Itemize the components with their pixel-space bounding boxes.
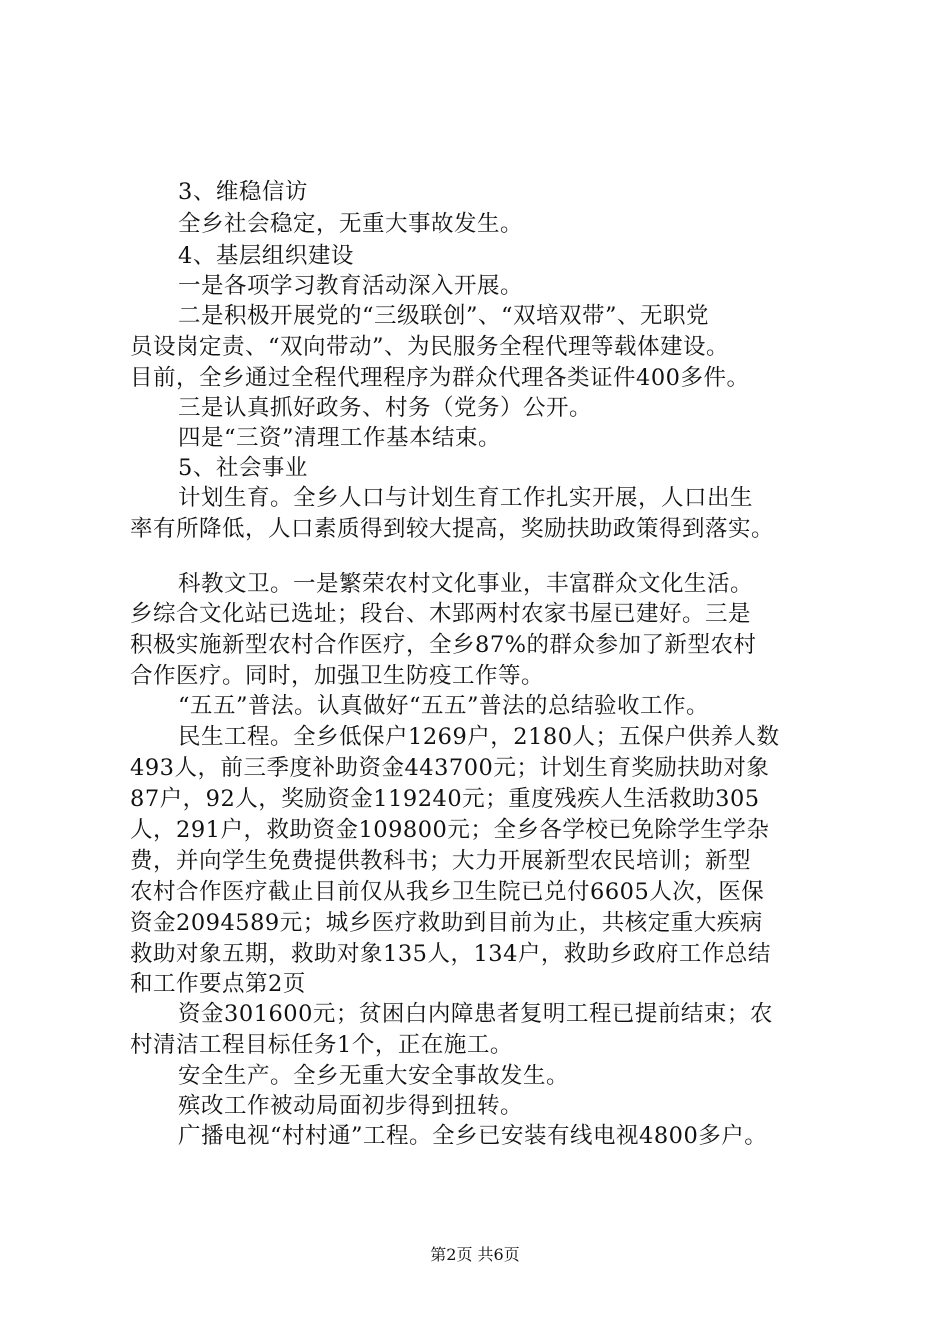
paragraph-line: 农村合作医疗截止目前仅从我乡卫生院已兑付6605人次，医保 [130,879,765,905]
paragraph-line: 救助对象五期，救助对象135人，134户，救助乡政府工作总结 [130,941,771,967]
section-heading-3: 3、维稳信访 [178,179,308,205]
paragraph-line: “五五”普法。认真做好“五五”普法的总结验收工作。 [178,693,710,719]
paragraph-line: 率有所降低，人口素质得到较大提高，奖励扶助政策得到落实。 [130,516,775,542]
paragraph-line: 493人，前三季度补助资金443700元；计划生育奖励扶助对象 [130,755,770,781]
paragraph-line: 广播电视“村村通”工程。全乡已安装有线电视4800多户。 [178,1123,768,1149]
paragraph-line: 三是认真抓好政务、村务（党务）公开。 [178,395,593,421]
paragraph-line: 科教文卫。一是繁荣农村文化事业，丰富群众文化生活。 [178,571,754,597]
paragraph-line: 一是各项学习教育活动深入开展。 [178,273,524,299]
paragraph-line: 全乡社会稳定，无重大事故发生。 [178,211,524,237]
paragraph-line: 员设岗定责、“双向带动”、为民服务全程代理等载体建设。 [130,334,730,360]
paragraph-line: 殡改工作被动局面初步得到扭转。 [178,1093,524,1119]
page-number-footer: 第2页 共6页 [430,1245,520,1264]
paragraph-line: 村清洁工程目标任务1个，正在施工。 [130,1032,513,1058]
paragraph-line: 和工作要点第2页 [130,971,306,997]
paragraph-line: 资金301600元；贫困白内障患者复明工程已提前结束；农 [178,1001,773,1027]
paragraph-line: 乡综合文化站已选址；段台、木郢两村农家书屋已建好。三是 [130,601,752,627]
paragraph-line: 民生工程。全乡低保户1269户，2180人；五保户供养人数 [178,724,780,750]
section-heading-4: 4、基层组织建设 [178,243,354,269]
paragraph-line: 87户，92人，奖励资金119240元；重度残疾人生活救助305 [130,786,760,812]
paragraph-line: 人，291户，救助资金109800元；全乡各学校已免除学生学杂 [130,817,770,843]
paragraph-line: 目前，全乡通过全程代理程序为群众代理各类证件400多件。 [130,365,750,391]
paragraph-line: 费，并向学生免费提供教科书；大力开展新型农民培训；新型 [130,848,752,874]
paragraph-line: 安全生产。全乡无重大安全事故发生。 [178,1063,570,1089]
paragraph-line: 积极实施新型农村合作医疗，全乡87%的群众参加了新型农村 [130,632,757,658]
paragraph-line: 资金2094589元；城乡医疗救助到目前为止，共核定重大疾病 [130,910,763,936]
paragraph-line: 二是积极开展党的“三级联创”、“双培双带”、无职党 [178,303,710,329]
paragraph-line: 合作医疗。同时，加强卫生防疫工作等。 [130,663,545,689]
section-heading-5: 5、社会事业 [178,455,308,481]
paragraph-line: 计划生育。全乡人口与计划生育工作扎实开展，人口出生 [178,485,754,511]
paragraph-line: 四是“三资”清理工作基本结束。 [178,425,502,451]
